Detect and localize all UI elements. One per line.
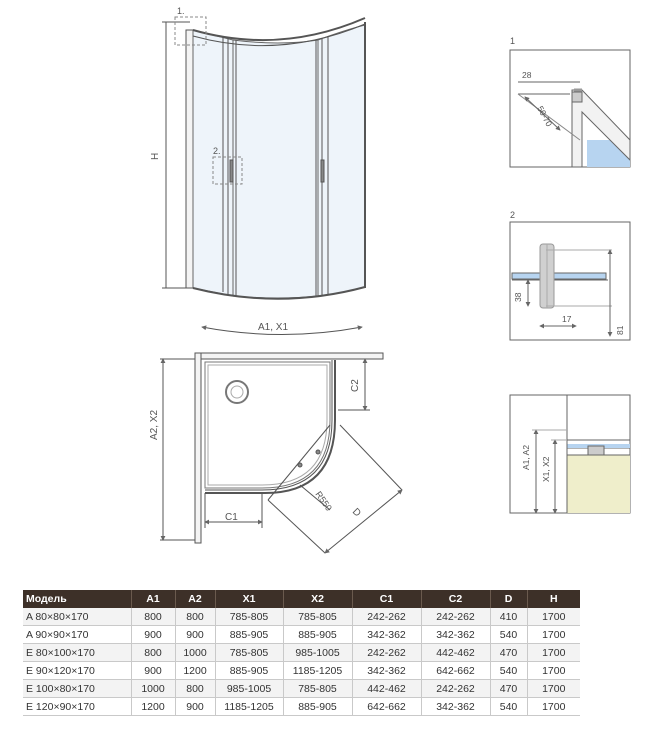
cell-c1: 442-462 <box>352 680 421 698</box>
cell-model: E 100×80×170 <box>23 680 131 698</box>
front-view <box>162 17 365 335</box>
d-label: D <box>349 506 363 520</box>
cell-c1: 242-262 <box>352 608 421 626</box>
cell-a2: 1000 <box>175 644 215 662</box>
cell-h: 1700 <box>527 662 580 680</box>
cell-x1: 985-1005 <box>215 680 283 698</box>
detail-1-dim-28: 28 <box>522 70 532 80</box>
cell-x1: 785-805 <box>215 608 283 626</box>
cell-d: 540 <box>490 698 527 716</box>
detail-1-dim-angle: 50-70 <box>535 104 555 129</box>
cell-x2: 885-905 <box>283 698 352 716</box>
cell-x2: 785-805 <box>283 608 352 626</box>
cell-x2: 785-805 <box>283 680 352 698</box>
table-row <box>23 608 580 626</box>
cell-d: 540 <box>490 626 527 644</box>
header-h: H <box>527 590 580 608</box>
c2-label: C2 <box>350 379 361 392</box>
callout-2-label: 2. <box>213 146 221 156</box>
cell-a1: 800 <box>131 608 175 626</box>
detail-2-number: 2 <box>510 210 516 220</box>
cell-model: E 120×90×170 <box>23 698 131 716</box>
cell-a2: 1200 <box>175 662 215 680</box>
cell-x2: 885-905 <box>283 626 352 644</box>
header-model: Модель <box>23 590 131 608</box>
cell-x1: 785-805 <box>215 644 283 662</box>
cell-x2: 1185-1205 <box>283 662 352 680</box>
cell-h: 1700 <box>527 680 580 698</box>
cell-c2: 642-662 <box>421 662 490 680</box>
detail-1-box <box>510 50 630 167</box>
table-row <box>23 698 580 716</box>
cell-c2: 342-362 <box>421 698 490 716</box>
cell-a1: 900 <box>131 662 175 680</box>
cell-a2: 800 <box>175 680 215 698</box>
plan-view <box>160 353 402 553</box>
cell-h: 1700 <box>527 698 580 716</box>
cell-x1: 1185-1205 <box>215 698 283 716</box>
cell-d: 470 <box>490 680 527 698</box>
cell-x2: 985-1005 <box>283 644 352 662</box>
specifications-table <box>23 590 580 716</box>
width-dimension-label: A1, X1 <box>258 322 289 333</box>
cell-c2: 442-462 <box>421 644 490 662</box>
cell-c1: 642-662 <box>352 698 421 716</box>
cell-h: 1700 <box>527 644 580 662</box>
cell-a1: 800 <box>131 644 175 662</box>
header-c2: C2 <box>421 590 490 608</box>
cell-a2: 900 <box>175 698 215 716</box>
cell-h: 1700 <box>527 608 580 626</box>
cell-x1: 885-905 <box>215 662 283 680</box>
detail-3-label-a: A1, A2 <box>521 444 531 470</box>
cell-d: 470 <box>490 644 527 662</box>
cell-c2: 342-362 <box>421 626 490 644</box>
cell-x1: 885-905 <box>215 626 283 644</box>
detail-1-number: 1 <box>510 36 516 46</box>
cell-h: 1700 <box>527 626 580 644</box>
height-dimension-label: H <box>150 152 161 160</box>
cell-model: A 80×80×170 <box>23 608 131 626</box>
table-row <box>23 626 580 644</box>
callout-1-label: 1. <box>177 6 185 16</box>
cell-d: 540 <box>490 662 527 680</box>
header-a1: A1 <box>131 590 175 608</box>
detail-2-dim-17: 17 <box>562 314 572 324</box>
radius-label: R550 <box>313 489 334 513</box>
cell-a2: 900 <box>175 626 215 644</box>
table-row <box>23 644 580 662</box>
detail-2-dim-81: 81 <box>615 325 625 335</box>
header-x2: X2 <box>283 590 352 608</box>
cell-d: 410 <box>490 608 527 626</box>
cell-c1: 242-262 <box>352 644 421 662</box>
cell-c1: 342-362 <box>352 626 421 644</box>
cell-c2: 242-262 <box>421 608 490 626</box>
table-header-row <box>23 590 580 608</box>
header-d: D <box>490 590 527 608</box>
table-row <box>23 662 580 680</box>
cell-model: A 90×90×170 <box>23 626 131 644</box>
cell-model: E 80×100×170 <box>23 644 131 662</box>
c1-label: C1 <box>225 512 238 523</box>
cell-c2: 242-262 <box>421 680 490 698</box>
header-c1: C1 <box>352 590 421 608</box>
cell-a1: 900 <box>131 626 175 644</box>
cell-c1: 342-362 <box>352 662 421 680</box>
header-a2: A2 <box>175 590 215 608</box>
cell-a1: 1000 <box>131 680 175 698</box>
header-x1: X1 <box>215 590 283 608</box>
table-row <box>23 680 580 698</box>
cell-a1: 1200 <box>131 698 175 716</box>
plan-depth-label: A2, X2 <box>149 409 160 440</box>
detail-3-label-x: X1, X2 <box>541 456 551 482</box>
cell-a2: 800 <box>175 608 215 626</box>
detail-2-dim-38: 38 <box>513 292 523 302</box>
cell-model: E 90×120×170 <box>23 662 131 680</box>
